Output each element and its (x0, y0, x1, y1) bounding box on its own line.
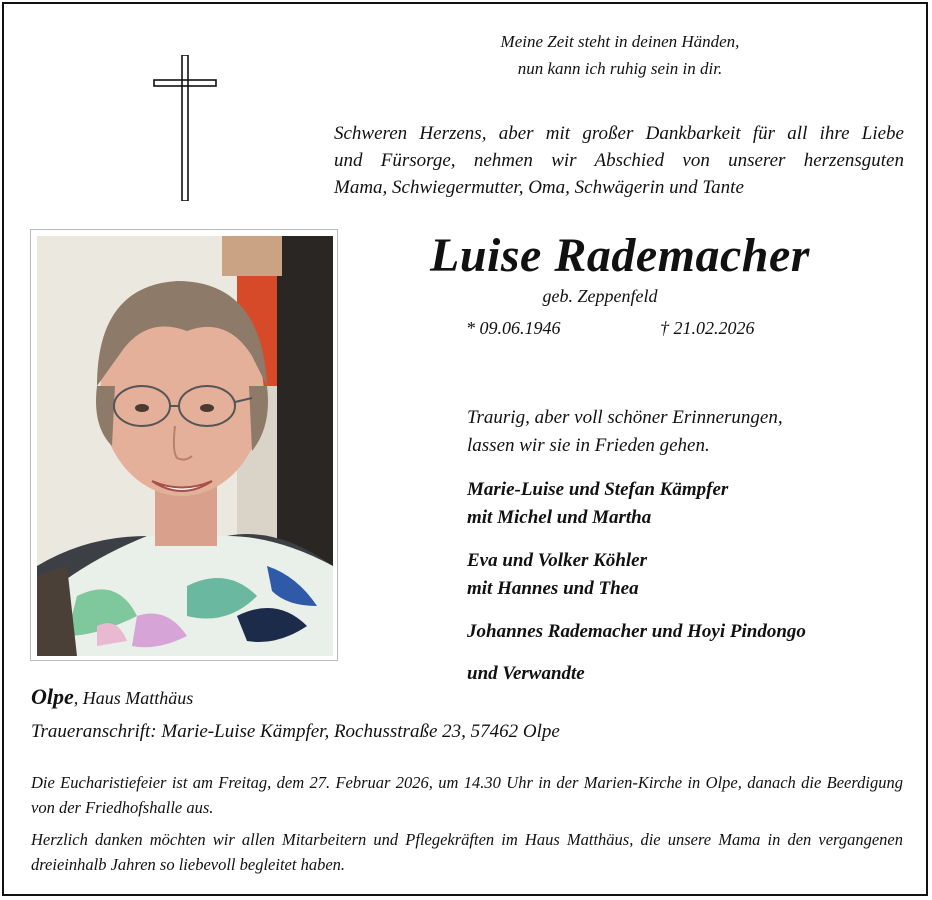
family-line: Johannes Rademacher und Hoyi Pindongo (467, 621, 806, 642)
intro-line: Mama, Schwiegermutter, Oma, Schwägerin und Tante (334, 177, 744, 198)
family-line: und Verwandte (467, 663, 585, 684)
family-line: mit Michel und Martha (467, 507, 652, 528)
place-city: Olpe (31, 684, 74, 709)
maiden-name: geb. Zeppenfeld (542, 286, 658, 306)
deceased-name: Luise Rademacher (430, 229, 810, 282)
death-date: † 21.02.2026 (660, 318, 755, 338)
intro-text (334, 120, 904, 201)
intro-line: und Fürsorge, nehmen wir Abschied von unserer herzensguten (334, 150, 904, 171)
portrait-photo (30, 229, 338, 661)
mourning-text (467, 404, 783, 460)
family-line: Marie-Luise und Stefan Kämpfer (467, 479, 729, 500)
birth-date: * 09.06.1946 (466, 318, 561, 338)
thanks-note: Herzlich danken möchten wir allen Mitarbeitern und Pflegekräften im Haus Matthäus, die unsere Mama in den vergangenen dreieinhalb Jahren so liebevoll begleitet haben. (31, 830, 903, 874)
family-line: Eva und Volker Köhler (467, 550, 648, 571)
portrait-image (37, 236, 333, 656)
family-group (467, 660, 585, 688)
place-suffix: , Haus Matthäus (73, 688, 194, 708)
intro-line: Schweren Herzens, aber mit großer Dankbarkeit für all ihre Liebe (334, 123, 904, 144)
mourning-address: Traueranschrift: Marie-Luise Kämpfer, Rochusstraße 23, 57462 Olpe (31, 721, 560, 742)
family-line: mit Hannes und Thea (467, 578, 639, 599)
place (31, 684, 193, 710)
cross-icon (153, 55, 217, 201)
family-group (467, 618, 806, 646)
motto-line: Meine Zeit steht in deinen Händen, (500, 32, 740, 51)
family-group (467, 547, 647, 603)
motto-line: nun kann ich ruhig sein in dir. (517, 59, 723, 78)
motto-verse (420, 28, 820, 82)
family-group (467, 476, 728, 532)
mourning-line: lassen wir sie in Frieden gehen. (467, 435, 710, 456)
mourning-line: Traurig, aber voll schöner Erinnerungen, (467, 407, 783, 428)
service-info: Die Eucharistiefeier ist am Freitag, dem 27. Februar 2026, um 14.30 Uhr in der Marien-Kirche in Olpe, danach die Beerdigung von der Friedhofshalle aus. (31, 773, 903, 817)
